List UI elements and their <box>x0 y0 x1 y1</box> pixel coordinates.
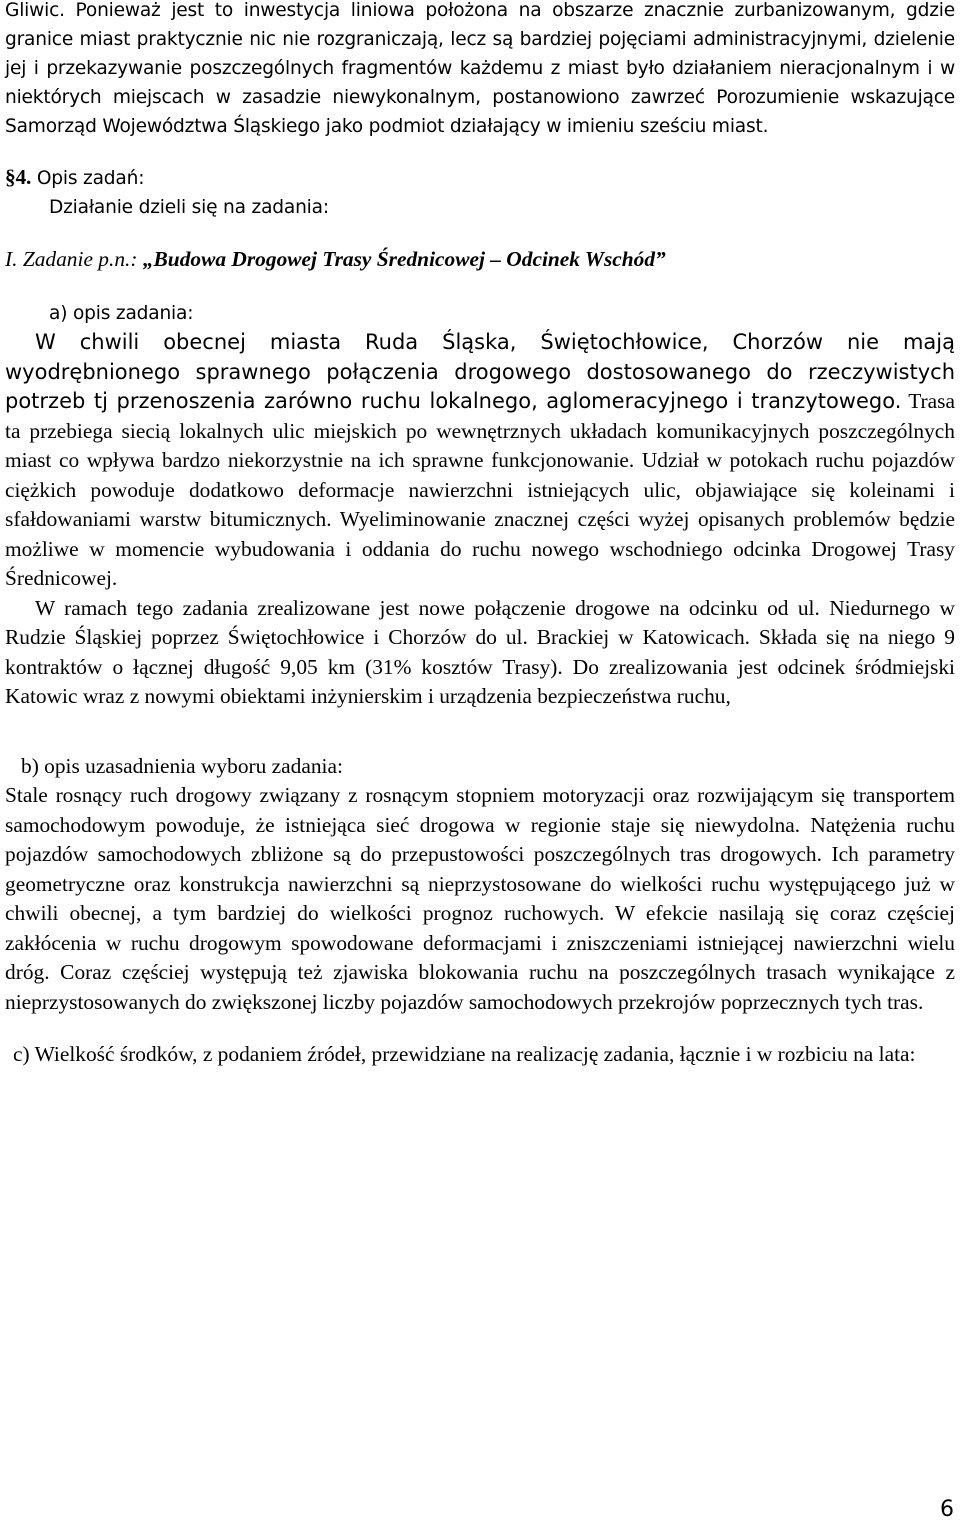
task-name: „Budowa Drogowej Trasy Średnicowej – Odcinek Wschód” <box>142 247 666 271</box>
subsection-a-label: a) opis zadania: <box>49 303 194 324</box>
page-number: 6 <box>940 1497 954 1522</box>
section-heading <box>5 163 955 193</box>
subsection-b-label: b) opis uzasadnienia wyboru zadania: <box>21 753 343 778</box>
subsection-a-paragraph-1-serif: Trasa ta przebiega siecią lokalnych ulic miejskich po wewnętrznych układach komunikacyjnych poszczególnych miast co wpływa bardzo niekorzystnie na ich sprawne funkcjonowanie. Udział w potokach ruchu pojazdów ciężkich powoduje dodatkowo deformacje nawierzchni istniejących ulic, objawiające się koleinami i sfałdowaniami warstw bitumicznych. Wyeliminowanie znacznej części wyżej opisanych problemów będzie możliwe w momencie wybudowania i oddania do ruchu nowego wschodniego odcinka Drogowej Trasy Średnicowej. <box>5 389 955 590</box>
intro-paragraph: Gliwic. Ponieważ jest to inwestycja liniowa położona na obszarze znacznie zurbanizowanym, gdzie granice miast praktycznie nic nie rozgraniczają, lecz są bardziej pojęciami administracyjnymi, dzielenie jej i przekazywanie poszczególnych fragmentów każdemu z miast było działaniem nieracjonalnym i w niektórych miejscach w zasadzie niewykonalnym, postanowiono zawrzeć Porozumienie wskazujące Samorząd Województwa Śląskiego jako podmiot działający w imieniu sześciu miast. <box>5 0 955 137</box>
subsection-a-paragraph-2: W ramach tego zadania zrealizowane jest nowe połączenie drogowe na odcinku od ul. Niedurnego w Rudzie Śląskiej poprzez Świętochłowice i Chorzów do ul. Brackiej w Katowicach. Składa się na niego 9 kontraktów o łącznej długość 9,05 km (31% kosztów Trasy). Do zrealizowania jest odcinek śródmiejski Katowic wraz z nowymi obiektami inżynierskim i urządzenia bezpieczeństwa ruchu, <box>5 595 955 708</box>
document-page <box>5 0 955 1070</box>
section-number: §4. <box>5 165 32 189</box>
subsection-a-paragraph-1 <box>5 328 955 594</box>
subsection-a-paragraph-1-sans: W chwili obecnej miasta Ruda Śląska, Świętochłowice, Chorzów nie mają wyodrębnionego sprawnego połączenia drogowego dostosowanego do rzeczywistych potrzeb tj przenoszenia zarówno ruchu lokalnego, aglomeracyjnego i tranzytowego. <box>5 330 955 413</box>
subsection-b-paragraph: Stale rosnący ruch drogowy związany z rosnącym stopniem motoryzacji oraz rozwijającym się transportem samochodowym powoduje, że istniejąca sieć drogowa w regionie staje się niewydolna. Natężenia ruchu pojazdów samochodowych zbliżone są do przepustowości poszczególnych tras drogowych. Ich parametry geometryczne oraz konstrukcja nawierzchni są nieprzystosowane do wielkości ruchu występującego już w chwili obecnej, a tym bardziej do wielkości prognoz ruchowych. W efekcie nasilają się coraz częściej zakłócenia w ruchu drogowym spowodowane deformacjami i zniszczeniami istniejącej nawierzchni wielu dróg. Coraz częściej występują też zjawiska blokowania ruchu na poszczególnych trasach wynikające z nieprzystosowanych do zwiększonej liczby pojazdów samochodowych przekrojów poprzecznych tych tras. <box>5 783 955 1014</box>
section-title: Opis zadań: <box>31 168 145 189</box>
task-prefix: I. Zadanie p.n.: <box>5 247 143 271</box>
task-title <box>5 245 955 274</box>
division-statement: Działanie dzieli się na zadania: <box>49 197 329 218</box>
subsection-c-text: c) Wielkość środków, z podaniem źródeł, przewidziane na realizację zadania, łącznie i w rozbiciu na lata: <box>13 1042 916 1066</box>
